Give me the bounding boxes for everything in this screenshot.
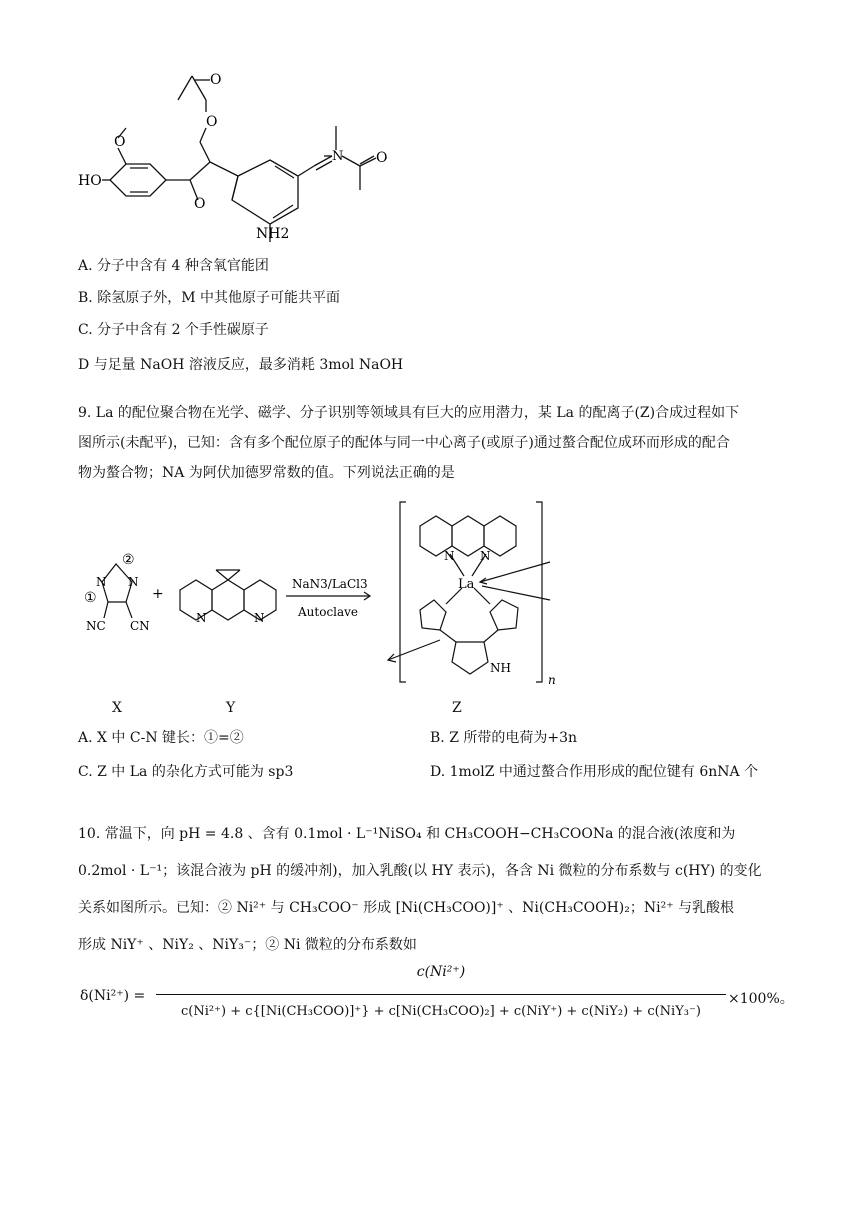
reagent-top-label: NaN3/LaCl3 [292, 577, 368, 591]
ester-oxygen-label: O [206, 114, 218, 130]
svg-text:NH: NH [490, 661, 511, 675]
molecule-m-structure [70, 68, 400, 248]
site-2-label: ② [122, 552, 135, 568]
la-center-label: La [458, 577, 475, 592]
distribution-formula-lhs: δ(Ni²⁺) = [80, 988, 146, 1004]
q9-option-c: C. Z 中 La 的杂化方式可能为 sp3 [78, 764, 294, 780]
label-z: Z [452, 700, 462, 716]
hydroxyl-label: HO [78, 173, 102, 189]
svg-text:N: N [128, 575, 139, 589]
q8-option-d: D 与足量 NaOH 溶液反应，最多消耗 3mol NaOH [78, 357, 404, 373]
q9-option-a: A. X 中 C-N 键长：①=② [78, 730, 244, 746]
svg-text:NC: NC [86, 619, 106, 633]
fraction-bar [156, 994, 726, 995]
distribution-formula-suffix: ×100%。 [728, 991, 794, 1007]
svg-text:N: N [254, 611, 265, 625]
polymer-n-label: n [548, 673, 556, 687]
q9-option-d: D. 1molZ 中通过螯合作用形成的配位键有 6nNA 个 [430, 764, 759, 780]
q9-stem-line: 物为螯合物；NA 为阿伏加德罗常数的值。下列说法正确的是 [78, 465, 455, 481]
amino-label: NH2 [256, 226, 290, 242]
svg-text:N: N [96, 575, 107, 589]
svg-text:N: N [444, 549, 455, 563]
svg-text:N: N [332, 149, 344, 164]
q9-stem [78, 398, 788, 488]
q10-stem-line: 10. 常温下，向 pH = 4.8 、含有 0.1mol · L⁻¹NiSO₄ 和 CH₃COOH−CH₃COONa 的混合液(浓度和为 [78, 826, 736, 842]
furan-oxygen-label: O [194, 196, 206, 212]
svg-text:CN: CN [130, 619, 150, 633]
distribution-formula-numerator: c(Ni²⁺) [416, 964, 466, 980]
svg-text:N: N [196, 611, 207, 625]
reagent-bottom-label: Autoclave [298, 605, 359, 619]
q9-option-b: B. Z 所带的电荷为+3n [430, 730, 578, 746]
plus-sign: + [152, 586, 164, 602]
distribution-formula-denominator: c(Ni²⁺) + c{[Ni(CH₃COO)]⁺} + c[Ni(CH₃COO)₂] + c(NiY⁺) + c(NiY₂) + c(NiY₃⁻) [181, 1004, 701, 1019]
q8-option-c: C. 分子中含有 2 个手性碳原子 [78, 322, 269, 338]
q10-stem-line: 形成 NiY⁺ 、NiY₂ 、NiY₃⁻；② Ni 微粒的分布系数如 [78, 937, 417, 953]
q9-stem-line: 图所示(未配平)，已知：含有多个配位原子的配体与同一中心离子(或原子)通过螯合配位成环而形成的配合 [78, 435, 730, 451]
methoxy-oxygen-label: O [114, 134, 126, 150]
site-1-label: ① [84, 590, 97, 606]
carbonyl-oxygen-label: O [210, 72, 222, 88]
q8-option-a: A. 分子中含有 4 种含氧官能团 [78, 258, 269, 274]
q9-stem-line: 9. La 的配位聚合物在光学、磁学、分子识别等领域具有巨大的应用潜力，某 La 的配离子(Z)合成过程如下 [78, 405, 740, 421]
q10-stem-line: 0.2mol · L⁻¹；该混合液为 pH 的缓冲剂)，加入乳酸(以 HY 表示)，各含 Ni 微粒的分布系数与 c(HY) 的变化 [78, 863, 762, 879]
amide-oxygen-label: O [376, 150, 388, 166]
q8-option-b: B. 除氢原子外，M 中其他原子可能共平面 [78, 290, 340, 306]
q10-stem [78, 816, 788, 964]
label-x: X [112, 700, 122, 716]
label-y: Y [226, 700, 236, 716]
q10-stem-line: 关系如图所示。已知：② Ni²⁺ 与 CH₃COO⁻ 形成 [Ni(CH₃COO)]⁺ 、Ni(CH₃COOH)₂；Ni²⁺ 与乳酸根 [78, 900, 735, 916]
svg-text:N: N [480, 549, 491, 563]
q9-reaction-scheme [70, 492, 570, 692]
